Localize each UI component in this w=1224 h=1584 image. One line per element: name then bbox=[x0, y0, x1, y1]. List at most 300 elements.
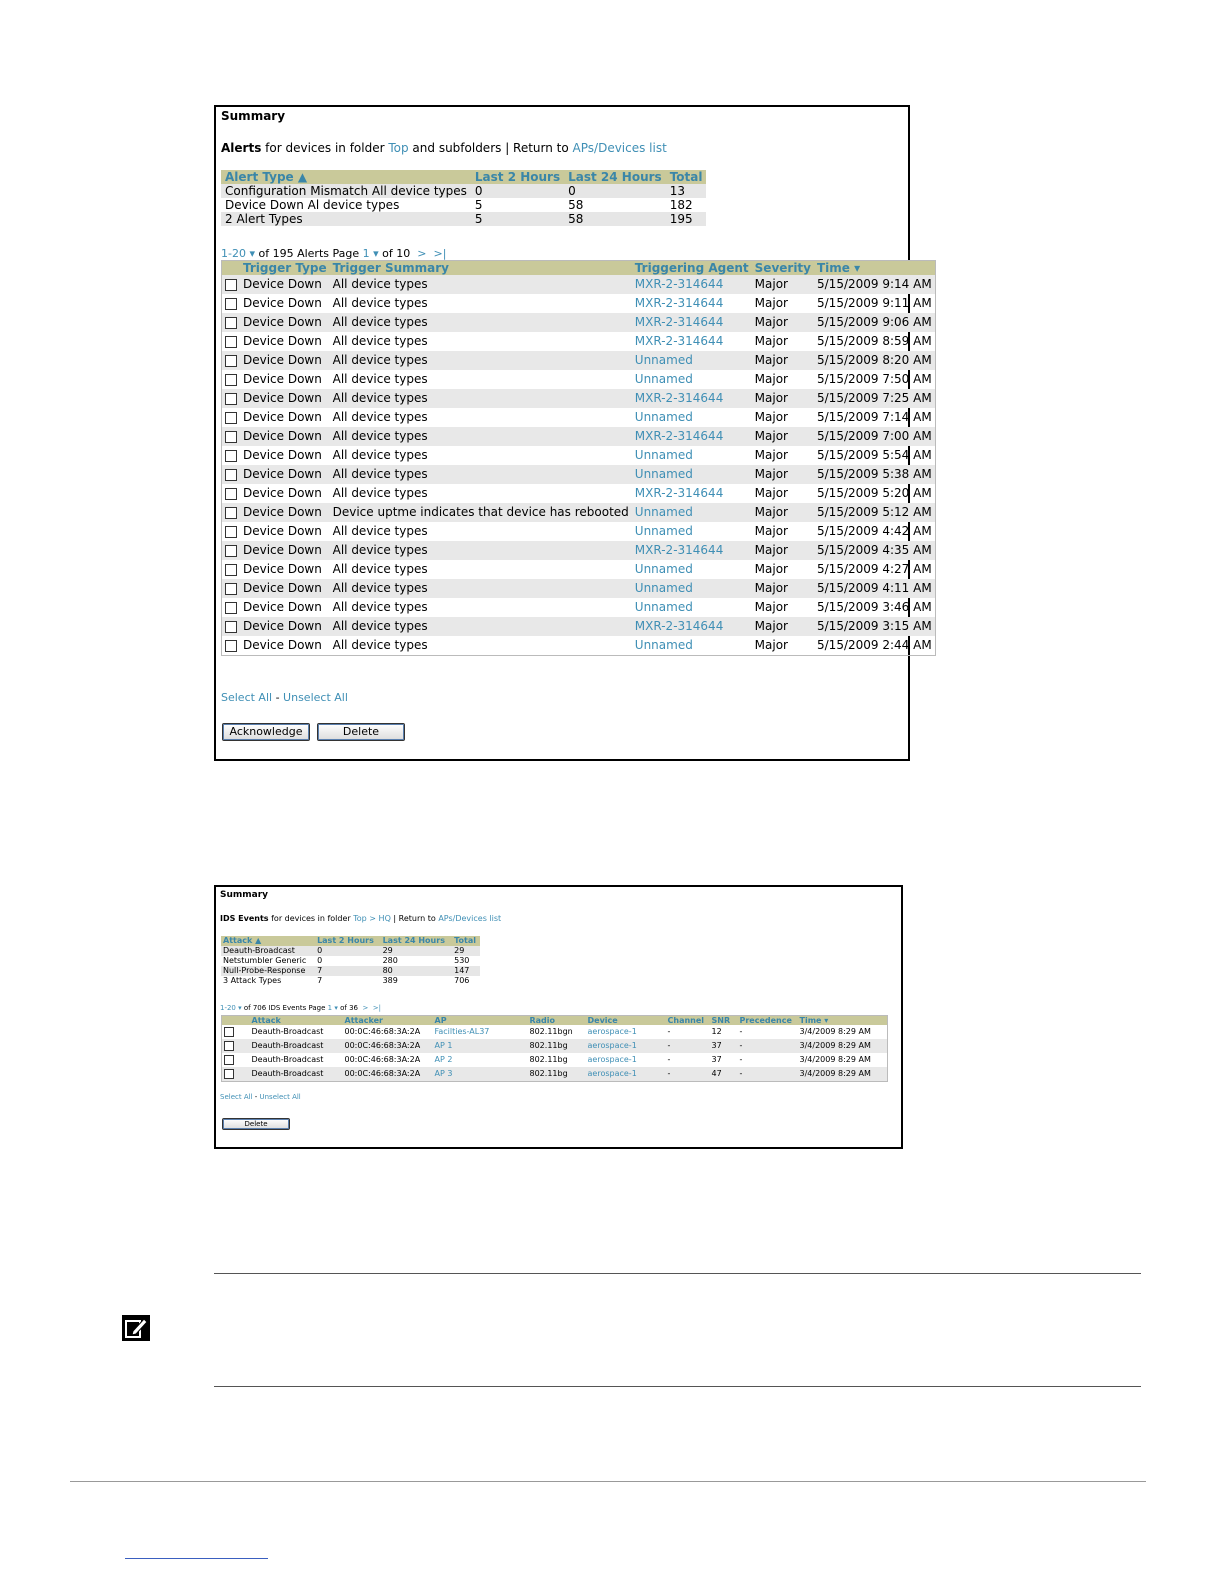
col-ap[interactable]: AP bbox=[433, 1016, 528, 1026]
section-label: IDS Events bbox=[220, 914, 269, 923]
page-selector[interactable] bbox=[363, 247, 379, 260]
table-row bbox=[222, 598, 936, 617]
triggering-agent-link[interactable]: Unnamed bbox=[634, 372, 693, 386]
triggering-agent-link[interactable]: Unnamed bbox=[634, 353, 693, 367]
attacker-cell: 00:0C:46:68:3A:2A bbox=[344, 1055, 421, 1064]
aps-devices-list-link[interactable]: APs/Devices list bbox=[572, 141, 667, 155]
severity-cell: Major bbox=[754, 562, 788, 576]
col-attack[interactable]: Attack ▲ bbox=[221, 936, 315, 946]
severity-cell: Major bbox=[752, 579, 814, 598]
next-page-link[interactable]: > bbox=[362, 1004, 369, 1012]
page-selector[interactable] bbox=[328, 1004, 338, 1012]
triggering-agent-link-wrap bbox=[632, 503, 752, 522]
last-page-link[interactable]: >| bbox=[433, 247, 447, 260]
row-checkbox[interactable] bbox=[224, 1027, 234, 1037]
acknowledge-button[interactable]: Acknowledge bbox=[222, 723, 310, 741]
delete-button[interactable]: Delete bbox=[222, 1118, 290, 1130]
col-time[interactable]: Time ▾ bbox=[814, 261, 935, 276]
summary-cell: 0 bbox=[317, 956, 323, 965]
row-checkbox[interactable] bbox=[224, 1041, 234, 1051]
table-row bbox=[222, 389, 936, 408]
triggering-agent-link[interactable]: MXR-2-314644 bbox=[634, 296, 724, 310]
col-last-2-hours[interactable]: Last 2 Hours bbox=[471, 170, 564, 184]
row-checkbox[interactable] bbox=[225, 393, 237, 405]
dropdown-arrow-icon: ▾ bbox=[334, 1004, 338, 1012]
select-cell bbox=[222, 598, 241, 617]
page-number: 1 bbox=[362, 247, 370, 260]
attacker-cell: 00:0C:46:68:3A:2A bbox=[344, 1027, 421, 1036]
snr-cell: 37 bbox=[710, 1039, 738, 1053]
time-cell: 5/15/2009 5:38 AM bbox=[814, 465, 935, 484]
select-cell bbox=[222, 617, 241, 636]
trigger-summary-cell: All device types bbox=[330, 313, 632, 332]
trigger-summary-cell: All device types bbox=[332, 486, 428, 500]
row-checkbox[interactable] bbox=[225, 602, 237, 614]
summary-cell: 195 bbox=[666, 212, 707, 226]
select-cell bbox=[222, 503, 241, 522]
trigger-type-cell: Device Down bbox=[240, 313, 330, 332]
table-row bbox=[222, 560, 936, 579]
select-cell bbox=[222, 389, 241, 408]
row-checkbox[interactable] bbox=[225, 317, 237, 329]
alerts-summary-panel bbox=[214, 105, 932, 761]
trigger-type-cell: Device Down bbox=[243, 410, 322, 424]
trigger-summary-cell: All device types bbox=[332, 372, 428, 386]
time-cell: 5/15/2009 9:06 AM bbox=[814, 313, 935, 332]
col-last-24-hours[interactable]: Last 24 Hours bbox=[564, 170, 666, 184]
trigger-type-cell: Device Down bbox=[243, 486, 322, 500]
trigger-type-cell: Device Down bbox=[243, 372, 322, 386]
triggering-agent-link[interactable]: Unnamed bbox=[634, 638, 693, 652]
time-cell: 5/15/2009 7:25 AM bbox=[814, 389, 935, 408]
summary-cell: 0 bbox=[315, 946, 381, 956]
time-cell: 5/15/2009 3:46 AM bbox=[817, 600, 932, 614]
time-cell: 5/15/2009 3:15 AM bbox=[814, 617, 935, 636]
select-cell bbox=[222, 465, 241, 484]
col-triggering-agent[interactable]: Triggering Agent bbox=[632, 261, 752, 276]
col-last-2-hours[interactable]: Last 2 Hours bbox=[315, 936, 381, 946]
summary-cell: 7 bbox=[317, 976, 323, 985]
summary-cell: 147 bbox=[452, 966, 480, 976]
select-cell bbox=[222, 1067, 250, 1082]
trigger-summary-cell: All device types bbox=[332, 524, 428, 538]
summary-cell: 13 bbox=[666, 184, 707, 198]
col-trigger-summary[interactable]: Trigger Summary bbox=[330, 261, 632, 276]
summary-cell: 29 bbox=[381, 946, 453, 956]
summary-row bbox=[221, 198, 706, 212]
row-checkbox[interactable] bbox=[225, 640, 237, 652]
col-total[interactable]: Total bbox=[666, 170, 707, 184]
triggering-agent-link[interactable]: MXR-2-314644 bbox=[634, 543, 724, 557]
ap-link[interactable]: AP 3 bbox=[434, 1069, 453, 1078]
triggering-agent-link-wrap bbox=[632, 541, 752, 560]
triggering-agent-link[interactable]: MXR-2-314644 bbox=[634, 334, 724, 348]
table-row bbox=[222, 465, 936, 484]
row-checkbox[interactable] bbox=[225, 298, 237, 310]
summary-cell: 0 bbox=[471, 184, 564, 198]
table-row bbox=[222, 446, 936, 465]
summary-row bbox=[221, 956, 480, 966]
breadcrumb-text: for devices in folder bbox=[268, 914, 354, 923]
breadcrumb-separator: > bbox=[366, 914, 379, 923]
time-cell: 5/15/2009 8:59 AM bbox=[817, 334, 932, 348]
select-cell bbox=[222, 541, 241, 560]
col-alert-type[interactable]: Alert Type ▲ bbox=[221, 170, 471, 184]
row-checkbox[interactable] bbox=[224, 1055, 234, 1065]
col-channel[interactable]: Channel bbox=[666, 1016, 710, 1026]
triggering-agent-link-wrap bbox=[632, 389, 752, 408]
dropdown-arrow-icon: ▾ bbox=[238, 1004, 242, 1012]
device-link[interactable]: aerospace-1 bbox=[587, 1041, 637, 1050]
trigger-summary-cell: All device types bbox=[330, 427, 632, 446]
table-row bbox=[222, 370, 936, 389]
summary-row bbox=[221, 184, 706, 198]
table-row bbox=[222, 408, 936, 427]
trigger-type-cell: Device Down bbox=[243, 296, 322, 310]
select-cell bbox=[222, 560, 241, 579]
triggering-agent-link-wrap bbox=[632, 636, 752, 656]
severity-cell: Major bbox=[752, 617, 814, 636]
radio-cell: 802.11bg bbox=[529, 1055, 568, 1064]
triggering-agent-link[interactable]: MXR-2-314644 bbox=[634, 429, 724, 443]
note-pencil-icon bbox=[122, 1315, 150, 1345]
col-select bbox=[222, 261, 241, 276]
device-link[interactable]: aerospace-1 bbox=[587, 1069, 637, 1078]
time-cell: 5/15/2009 5:20 AM bbox=[817, 486, 932, 500]
breadcrumb-text: and subfolders | Return to bbox=[408, 141, 573, 155]
table-row bbox=[222, 636, 936, 656]
precedence-cell: - bbox=[738, 1039, 798, 1053]
table-row bbox=[222, 313, 936, 332]
selection-links bbox=[220, 1093, 301, 1101]
col-trigger-type[interactable]: Trigger Type bbox=[240, 261, 330, 276]
time-cell: 5/15/2009 2:44 AM bbox=[817, 638, 932, 652]
channel-cell: - bbox=[666, 1067, 710, 1082]
ap-link-wrap bbox=[433, 1053, 528, 1067]
summary-cell: 389 bbox=[382, 976, 398, 985]
table-row bbox=[222, 503, 936, 522]
summary-cell: 0 bbox=[564, 184, 666, 198]
col-radio[interactable]: Radio bbox=[528, 1016, 586, 1026]
severity-cell: Major bbox=[754, 448, 788, 462]
snr-cell: 37 bbox=[711, 1055, 722, 1064]
radio-cell: 802.11bg bbox=[528, 1039, 586, 1053]
summary-cell: 58 bbox=[568, 198, 584, 212]
table-row bbox=[222, 332, 936, 351]
col-severity[interactable]: Severity bbox=[752, 261, 814, 276]
table-row bbox=[222, 1053, 888, 1067]
summary-cell: Netstumbler Generic bbox=[223, 956, 307, 965]
folder-top-link[interactable]: Top bbox=[388, 141, 409, 155]
col-attack[interactable]: Attack bbox=[250, 1016, 343, 1026]
device-link-wrap bbox=[586, 1067, 666, 1082]
breadcrumb bbox=[221, 141, 667, 155]
triggering-agent-link[interactable]: Unnamed bbox=[634, 505, 693, 519]
col-last-24-hours[interactable]: Last 24 Hours bbox=[381, 936, 453, 946]
severity-cell: Major bbox=[754, 410, 788, 424]
row-checkbox[interactable] bbox=[225, 279, 237, 291]
dropdown-arrow-icon: ▾ bbox=[249, 247, 255, 260]
trigger-summary-cell: All device types bbox=[330, 275, 632, 294]
next-page-link[interactable]: > bbox=[417, 247, 427, 260]
range-label: 1-20 bbox=[221, 247, 246, 260]
snr-cell: 12 bbox=[711, 1027, 722, 1036]
triggering-agent-link-wrap bbox=[632, 427, 752, 446]
row-checkbox[interactable] bbox=[225, 507, 237, 519]
trigger-type-cell: Device Down bbox=[240, 503, 330, 522]
attack-cell: Deauth-Broadcast bbox=[251, 1027, 324, 1036]
summary-row bbox=[221, 966, 480, 976]
summary-cell: Configuration Mismatch All device types bbox=[221, 184, 471, 198]
folder-top-link[interactable]: Top bbox=[353, 914, 367, 923]
time-cell: 5/15/2009 4:11 AM bbox=[814, 579, 935, 598]
select-all-link[interactable]: Select All bbox=[221, 691, 273, 704]
summary-cell: Device Down Al device types bbox=[225, 198, 400, 212]
attacker-cell: 00:0C:46:68:3A:2A bbox=[343, 1067, 433, 1082]
select-cell bbox=[222, 1053, 250, 1067]
last-page-link[interactable]: >| bbox=[372, 1004, 382, 1012]
pagination bbox=[221, 247, 446, 260]
select-all-link[interactable]: Select All bbox=[220, 1093, 253, 1101]
range-selector[interactable] bbox=[220, 1004, 242, 1012]
triggering-agent-link[interactable]: Unnamed bbox=[634, 562, 693, 576]
row-checkbox[interactable] bbox=[225, 564, 237, 576]
trigger-type-cell: Device Down bbox=[240, 465, 330, 484]
summary-cell: 280 bbox=[382, 956, 398, 965]
trigger-type-cell: Device Down bbox=[240, 275, 330, 294]
trigger-summary-cell: All device types bbox=[332, 334, 428, 348]
select-cell bbox=[222, 332, 241, 351]
page-number: 1 bbox=[327, 1004, 333, 1012]
row-checkbox[interactable] bbox=[225, 469, 237, 481]
triggering-agent-link[interactable]: Unnamed bbox=[634, 448, 693, 462]
triggering-agent-link[interactable]: MXR-2-314644 bbox=[634, 277, 724, 291]
row-checkbox[interactable] bbox=[225, 336, 237, 348]
trigger-type-cell: Device Down bbox=[243, 448, 322, 462]
attack-cell: Deauth-Broadcast bbox=[250, 1039, 343, 1053]
trigger-summary-cell: All device types bbox=[332, 296, 428, 310]
col-select bbox=[222, 1016, 250, 1026]
separator: - bbox=[272, 691, 284, 704]
col-device[interactable]: Device bbox=[586, 1016, 666, 1026]
trigger-type-cell: Device Down bbox=[243, 600, 322, 614]
ap-link[interactable]: AP 1 bbox=[434, 1041, 453, 1050]
col-total[interactable]: Total bbox=[452, 936, 480, 946]
table-row bbox=[222, 1067, 888, 1082]
summary-cell: 706 bbox=[454, 976, 470, 985]
severity-cell: Major bbox=[752, 427, 814, 446]
footer-link-underline bbox=[125, 1558, 268, 1559]
time-cell: 3/4/2009 8:29 AM bbox=[799, 1055, 871, 1064]
row-checkbox[interactable] bbox=[225, 412, 237, 424]
table-row bbox=[222, 541, 936, 560]
table-row bbox=[222, 617, 936, 636]
time-cell: 5/15/2009 7:14 AM bbox=[817, 410, 932, 424]
col-time[interactable]: Time ▾ bbox=[798, 1016, 888, 1026]
table-row bbox=[222, 275, 936, 294]
summary-cell: Deauth-Broadcast bbox=[221, 946, 315, 956]
time-cell: 5/15/2009 9:14 AM bbox=[814, 275, 935, 294]
unselect-all-link[interactable]: Unselect All bbox=[259, 1093, 301, 1101]
panel-title: Summary bbox=[220, 890, 269, 900]
severity-cell: Major bbox=[752, 541, 814, 560]
note-top-rule bbox=[214, 1273, 1141, 1274]
trigger-summary-cell: All device types bbox=[330, 389, 632, 408]
severity-cell: Major bbox=[754, 638, 788, 652]
row-checkbox[interactable] bbox=[225, 545, 237, 557]
device-link-wrap bbox=[586, 1025, 666, 1039]
summary-cell: 2 Alert Types bbox=[221, 212, 471, 226]
aps-devices-list-link[interactable]: APs/Devices list bbox=[438, 914, 502, 923]
time-cell: 5/15/2009 5:54 AM bbox=[817, 448, 932, 462]
select-cell bbox=[222, 294, 241, 313]
triggering-agent-link[interactable]: Unnamed bbox=[634, 467, 693, 481]
col-snr[interactable]: SNR bbox=[710, 1016, 738, 1026]
time-cell: 5/15/2009 4:27 AM bbox=[817, 562, 932, 576]
triggering-agent-link[interactable]: Unnamed bbox=[634, 410, 693, 424]
device-link[interactable]: aerospace-1 bbox=[587, 1027, 637, 1036]
severity-cell: Major bbox=[754, 334, 788, 348]
triggering-agent-link[interactable]: MXR-2-314644 bbox=[634, 486, 724, 500]
folder-hq-link[interactable]: HQ bbox=[378, 914, 391, 923]
select-cell bbox=[222, 370, 241, 389]
select-cell bbox=[222, 313, 241, 332]
summary-cell: 80 bbox=[381, 966, 453, 976]
triggering-agent-link-wrap bbox=[632, 275, 752, 294]
trigger-type-cell: Device Down bbox=[240, 617, 330, 636]
triggering-agent-link-wrap bbox=[632, 408, 752, 427]
severity-cell: Major bbox=[752, 503, 814, 522]
trigger-type-cell: Device Down bbox=[240, 389, 330, 408]
time-cell: 5/15/2009 7:00 AM bbox=[814, 427, 935, 446]
section-label: Alerts bbox=[221, 141, 262, 155]
summary-cell: 5 bbox=[471, 212, 564, 226]
severity-cell: Major bbox=[754, 486, 788, 500]
trigger-summary-cell: All device types bbox=[332, 410, 428, 424]
row-checkbox[interactable] bbox=[225, 374, 237, 386]
ids-events-summary-panel bbox=[214, 885, 903, 1149]
select-cell bbox=[222, 579, 241, 598]
severity-cell: Major bbox=[752, 465, 814, 484]
range-selector[interactable] bbox=[221, 247, 255, 260]
channel-cell: - bbox=[666, 1039, 710, 1053]
trigger-summary-cell: All device types bbox=[330, 579, 632, 598]
table-row bbox=[222, 579, 936, 598]
snr-cell: 47 bbox=[710, 1067, 738, 1082]
triggering-agent-link[interactable]: MXR-2-314644 bbox=[634, 315, 724, 329]
row-checkbox[interactable] bbox=[225, 355, 237, 367]
trigger-summary-cell: All device types bbox=[330, 541, 632, 560]
triggering-agent-link-wrap bbox=[632, 560, 752, 579]
triggering-agent-link[interactable]: Unnamed bbox=[634, 581, 693, 595]
row-checkbox[interactable] bbox=[224, 1069, 234, 1079]
pager-count: of 706 IDS Events Page bbox=[241, 1004, 328, 1012]
severity-cell: Major bbox=[754, 296, 788, 310]
note-bottom-rule bbox=[214, 1386, 1141, 1387]
range-label: 1-20 bbox=[220, 1004, 236, 1012]
severity-cell: Major bbox=[754, 372, 788, 386]
attacker-cell: 00:0C:46:68:3A:2A bbox=[343, 1039, 433, 1053]
severity-cell: Major bbox=[754, 600, 788, 614]
select-cell bbox=[222, 522, 241, 541]
summary-cell: 29 bbox=[452, 946, 480, 956]
trigger-summary-cell: All device types bbox=[332, 600, 428, 614]
trigger-summary-cell: All device types bbox=[330, 351, 632, 370]
select-cell bbox=[222, 484, 241, 503]
select-cell bbox=[222, 408, 241, 427]
time-cell: 3/4/2009 8:29 AM bbox=[798, 1039, 888, 1053]
unselect-all-link[interactable]: Unselect All bbox=[283, 691, 348, 704]
triggering-agent-link[interactable]: Unnamed bbox=[634, 600, 693, 614]
time-cell: 3/4/2009 8:29 AM bbox=[799, 1027, 871, 1036]
row-checkbox[interactable] bbox=[225, 526, 237, 538]
device-link[interactable]: aerospace-1 bbox=[587, 1055, 637, 1064]
footer-rule bbox=[70, 1481, 1146, 1482]
alert-type-summary-table bbox=[221, 170, 706, 226]
time-cell: 5/15/2009 9:11 AM bbox=[817, 296, 932, 310]
row-checkbox[interactable] bbox=[225, 450, 237, 462]
trigger-summary-cell: All device types bbox=[332, 638, 428, 652]
select-cell bbox=[222, 1039, 250, 1053]
row-checkbox[interactable] bbox=[225, 621, 237, 633]
page-total: of 10 bbox=[378, 247, 414, 260]
breadcrumb-text: | Return to bbox=[390, 914, 439, 923]
ap-link-wrap bbox=[433, 1039, 528, 1053]
time-cell: 5/15/2009 7:50 AM bbox=[817, 372, 932, 386]
ap-link[interactable]: AP 2 bbox=[434, 1055, 453, 1064]
trigger-type-cell: Device Down bbox=[240, 541, 330, 560]
severity-cell: Major bbox=[752, 313, 814, 332]
row-checkbox[interactable] bbox=[225, 583, 237, 595]
summary-row bbox=[221, 976, 480, 986]
pagination bbox=[220, 1004, 381, 1012]
triggering-agent-link[interactable]: MXR-2-314644 bbox=[634, 391, 724, 405]
row-checkbox[interactable] bbox=[225, 431, 237, 443]
triggering-agent-link[interactable]: Unnamed bbox=[634, 524, 693, 538]
triggering-agent-link[interactable]: MXR-2-314644 bbox=[634, 619, 724, 633]
radio-cell: 802.11bgn bbox=[529, 1027, 573, 1036]
selection-links bbox=[221, 691, 348, 704]
page-total: of 36 bbox=[337, 1004, 361, 1012]
device-link-wrap bbox=[586, 1039, 666, 1053]
trigger-summary-cell: All device types bbox=[330, 617, 632, 636]
delete-button[interactable]: Delete bbox=[317, 723, 405, 741]
select-cell bbox=[222, 636, 241, 656]
summary-cell: Null-Probe-Response bbox=[221, 966, 315, 976]
ap-link[interactable]: Facilties-AL37 bbox=[434, 1027, 490, 1036]
severity-cell: Major bbox=[754, 524, 788, 538]
triggering-agent-link-wrap bbox=[632, 313, 752, 332]
col-precedence[interactable]: Precedence bbox=[738, 1016, 798, 1026]
ap-link-wrap bbox=[433, 1067, 528, 1082]
time-cell: 5/15/2009 5:12 AM bbox=[814, 503, 935, 522]
time-cell: 5/15/2009 4:35 AM bbox=[814, 541, 935, 560]
attack-cell: Deauth-Broadcast bbox=[250, 1067, 343, 1082]
trigger-type-cell: Device Down bbox=[243, 334, 322, 348]
select-cell bbox=[222, 427, 241, 446]
trigger-type-cell: Device Down bbox=[243, 562, 322, 576]
row-checkbox[interactable] bbox=[225, 488, 237, 500]
col-attacker[interactable]: Attacker bbox=[343, 1016, 433, 1026]
trigger-summary-cell: Device uptme indicates that device has rebooted bbox=[330, 503, 632, 522]
triggering-agent-link-wrap bbox=[632, 351, 752, 370]
table-row bbox=[222, 427, 936, 446]
triggering-agent-link-wrap bbox=[632, 522, 752, 541]
triggering-agent-link-wrap bbox=[632, 370, 752, 389]
breadcrumb bbox=[220, 914, 501, 923]
triggering-agent-link-wrap bbox=[632, 579, 752, 598]
summary-cell: 182 bbox=[669, 198, 693, 212]
